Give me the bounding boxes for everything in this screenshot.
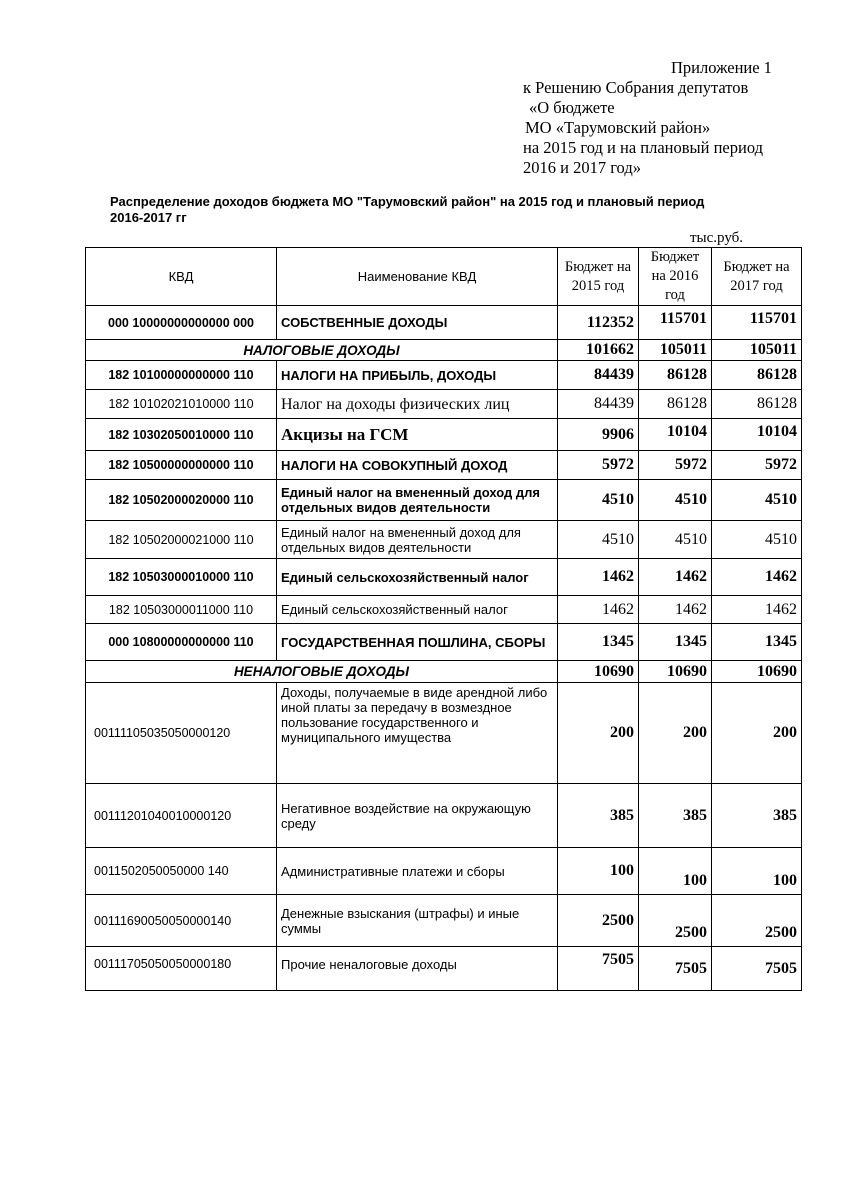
row-2016: 105011: [639, 340, 712, 361]
row-2016: 1462: [639, 596, 712, 624]
row-name: НАЛОГИ НА СОВОКУПНЫЙ ДОХОД: [277, 451, 558, 480]
row-2015: 1462: [558, 559, 639, 596]
row-name: Единый налог на вмененный доход для отдельных видов деятельности: [277, 521, 558, 559]
row-kvd: 182 10503000010000 110: [86, 559, 277, 596]
row-2017: 4510: [712, 521, 802, 559]
row-2016: 200: [639, 683, 712, 784]
row-2016: 7505: [639, 947, 712, 991]
table-row: [86, 419, 802, 451]
row-2017: 2500: [712, 895, 802, 947]
section-label: НАЛОГОВЫЕ ДОХОДЫ: [86, 340, 558, 361]
appendix-line: на 2015 год и на плановый период: [523, 138, 763, 157]
appendix-line: 2016 и 2017 год»: [523, 158, 641, 177]
row-2017: 1462: [712, 559, 802, 596]
table-row: [86, 521, 802, 559]
row-name: Прочие неналоговые доходы: [277, 947, 558, 991]
row-kvd: 182 10502000020000 110: [86, 480, 277, 521]
row-name: Административные платежи и сборы: [277, 848, 558, 895]
row-2015: 84439: [558, 361, 639, 390]
row-name: Акцизы на ГСМ: [277, 419, 558, 451]
appendix-line: к Решению Собрания депутатов: [523, 78, 749, 97]
row-2015: 1462: [558, 596, 639, 624]
section-row: [86, 340, 802, 361]
row-2015: 385: [558, 784, 639, 848]
header-name: Наименование КВД: [277, 248, 558, 306]
row-2015: 100: [558, 848, 639, 895]
header-2015: Бюджет на 2015 год: [558, 248, 639, 306]
row-name: Негативное воздействие на окружающую среду: [277, 784, 558, 848]
header-kvd: КВД: [86, 248, 277, 306]
table-row: [86, 596, 802, 624]
table-row: [86, 848, 802, 895]
row-2017: 105011: [712, 340, 802, 361]
row-2015: 84439: [558, 390, 639, 419]
units-label: тыс.руб.: [690, 230, 744, 246]
appendix-line: «О бюджете: [529, 98, 615, 117]
row-2017: 1462: [712, 596, 802, 624]
table-row: [86, 559, 802, 596]
row-2017: 385: [712, 784, 802, 848]
row-kvd: 00111105035050000120: [86, 683, 277, 784]
row-name: СОБСТВЕННЫЕ ДОХОДЫ: [277, 306, 558, 340]
row-2016: 1345: [639, 624, 712, 661]
row-kvd: 182 10502000021000 110: [86, 521, 277, 559]
appendix-header: [523, 58, 823, 178]
row-name: Единый сельскохозяйственный налог: [277, 596, 558, 624]
row-2015: 112352: [558, 306, 639, 340]
row-2017: 10104: [712, 419, 802, 451]
table-row: [86, 306, 802, 340]
row-2015: 9906: [558, 419, 639, 451]
row-kvd: 182 10503000011000 110: [86, 596, 277, 624]
table-row: [86, 947, 802, 991]
row-2015: 2500: [558, 895, 639, 947]
appendix-line: Приложение 1: [671, 58, 772, 77]
row-2015: 1345: [558, 624, 639, 661]
row-kvd: 182 10302050010000 110: [86, 419, 277, 451]
row-name: Единый налог на вмененный доход для отдельных видов деятельности: [277, 480, 558, 521]
row-2016: 100: [639, 848, 712, 895]
row-2017: 86128: [712, 390, 802, 419]
row-2016: 86128: [639, 390, 712, 419]
row-2016: 10104: [639, 419, 712, 451]
row-2015: 200: [558, 683, 639, 784]
row-2016: 86128: [639, 361, 712, 390]
section-row: [86, 661, 802, 683]
table-row: [86, 480, 802, 521]
row-name: ГОСУДАРСТВЕННАЯ ПОШЛИНА, СБОРЫ: [277, 624, 558, 661]
row-kvd: 000 10800000000000 110: [86, 624, 277, 661]
row-2016: 115701: [639, 306, 712, 340]
row-2016: 385: [639, 784, 712, 848]
row-kvd: 000 10000000000000 000: [86, 306, 277, 340]
row-2016: 4510: [639, 521, 712, 559]
row-kvd: 182 10102021010000 110: [86, 390, 277, 419]
header-2017: Бюджет на 2017 год: [712, 248, 802, 306]
row-2016: 10690: [639, 661, 712, 683]
row-2017: 86128: [712, 361, 802, 390]
row-2015: 7505: [558, 947, 639, 991]
table-row: [86, 390, 802, 419]
row-name: Налог на доходы физических лиц: [277, 390, 558, 419]
table-row: [86, 683, 802, 784]
row-2017: 1345: [712, 624, 802, 661]
table-header-row: [86, 248, 802, 306]
section-label: НЕНАЛОГОВЫЕ ДОХОДЫ: [86, 661, 558, 683]
header-2016: Бюджет на 2016 год: [639, 248, 712, 306]
row-2015: 101662: [558, 340, 639, 361]
appendix-line: МО «Тарумовский район»: [525, 118, 711, 137]
row-2016: 5972: [639, 451, 712, 480]
row-kvd: 00111201040010000120: [86, 784, 277, 848]
table-row: [86, 784, 802, 848]
row-name: Единый сельскохозяйственный налог: [277, 559, 558, 596]
row-2017: 7505: [712, 947, 802, 991]
row-2017: 115701: [712, 306, 802, 340]
row-kvd: 0011502050050000 140: [86, 848, 277, 895]
row-name: Доходы, получаемые в виде арендной либо иной платы за передачу в возмездное пользование государственного и муниципального имущества: [277, 683, 558, 784]
row-2016: 1462: [639, 559, 712, 596]
row-2017: 200: [712, 683, 802, 784]
row-2015: 4510: [558, 480, 639, 521]
row-2017: 10690: [712, 661, 802, 683]
row-2016: 4510: [639, 480, 712, 521]
row-name: Денежные взыскания (штрафы) и иные суммы: [277, 895, 558, 947]
row-2015: 5972: [558, 451, 639, 480]
table-row: [86, 361, 802, 390]
row-2017: 100: [712, 848, 802, 895]
row-2015: 10690: [558, 661, 639, 683]
row-kvd: 00111690050050000140: [86, 895, 277, 947]
document-title: Распределение доходов бюджета МО "Тарумовский район" на 2015 год и плановый период 2016-2017 гг: [110, 194, 705, 225]
row-kvd: 182 10100000000000 110: [86, 361, 277, 390]
row-kvd: 182 10500000000000 110: [86, 451, 277, 480]
table-row: [86, 451, 802, 480]
row-2017: 4510: [712, 480, 802, 521]
row-2015: 4510: [558, 521, 639, 559]
row-2016: 2500: [639, 895, 712, 947]
table-row: [86, 895, 802, 947]
table-row: [86, 624, 802, 661]
row-name: НАЛОГИ НА ПРИБЫЛЬ, ДОХОДЫ: [277, 361, 558, 390]
row-kvd: 00111705050050000180: [86, 947, 277, 991]
row-2017: 5972: [712, 451, 802, 480]
revenue-table: [85, 247, 802, 991]
